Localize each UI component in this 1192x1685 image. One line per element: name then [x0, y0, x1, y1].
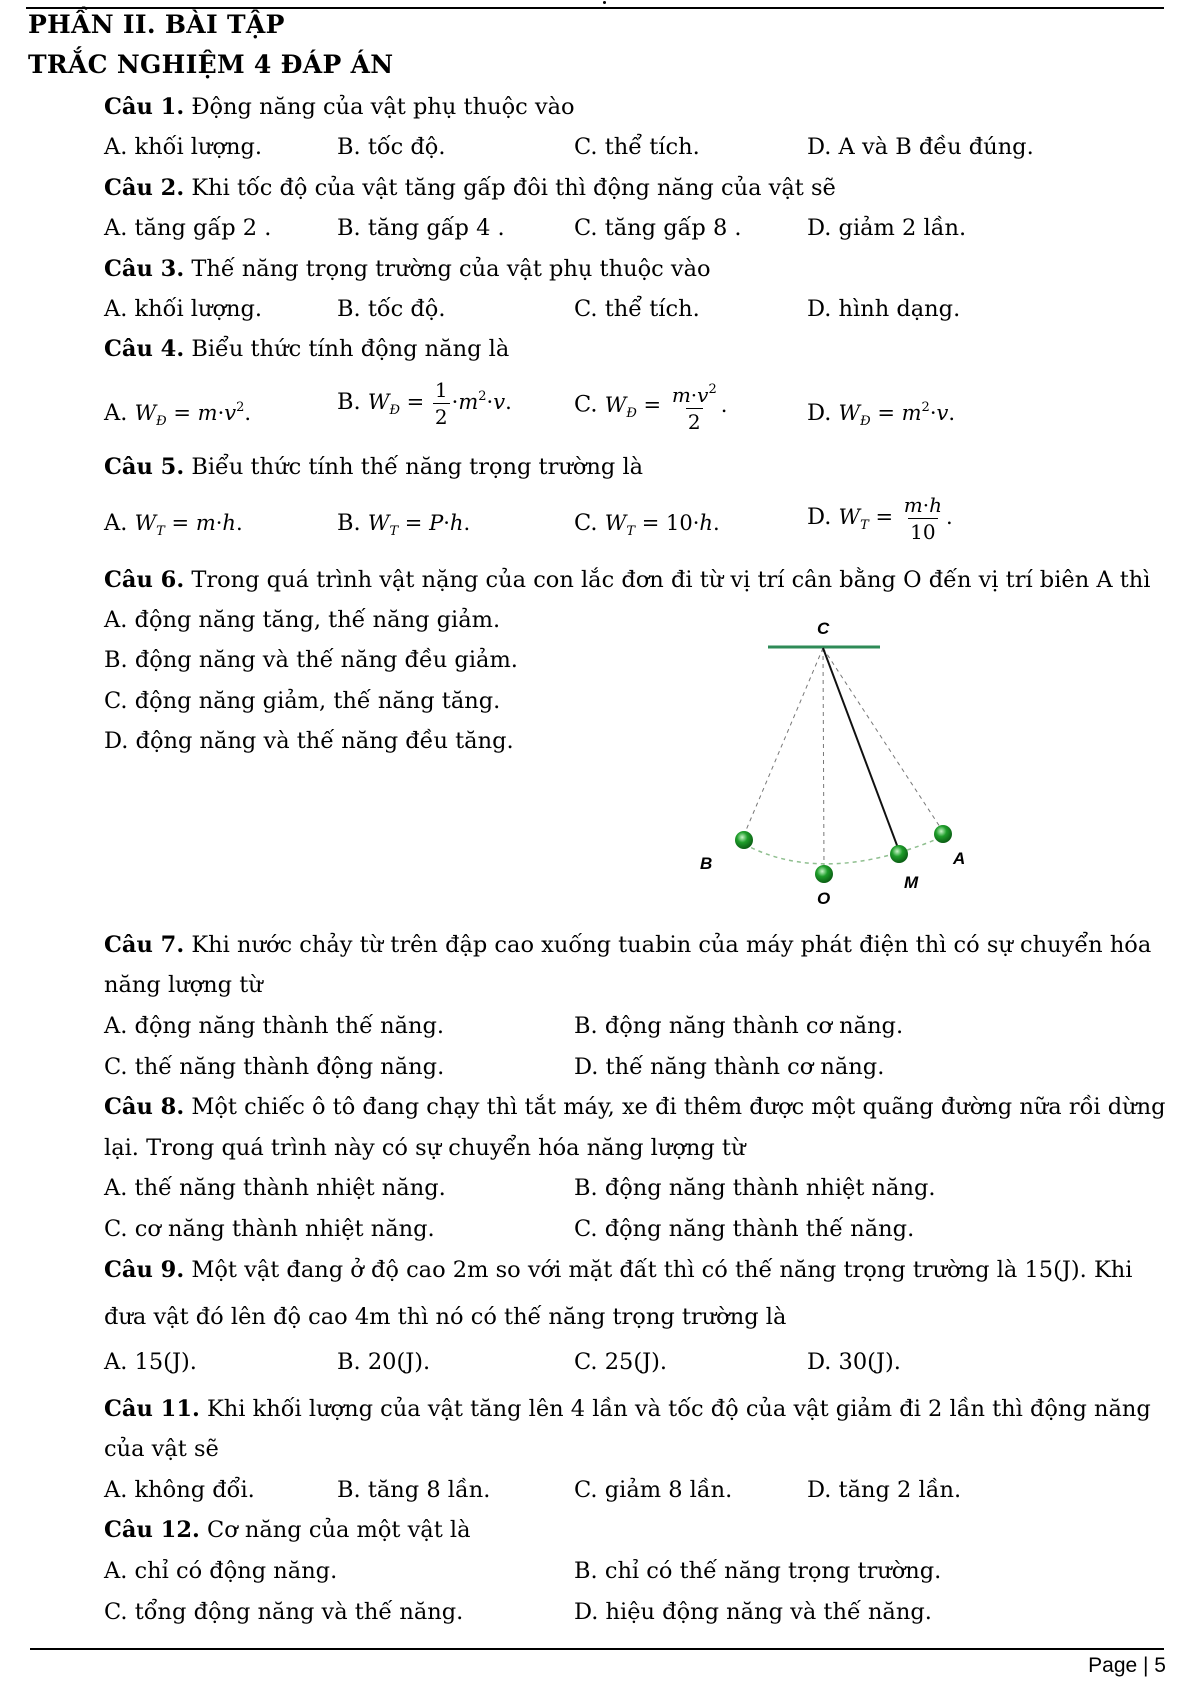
q6-option-d[interactable]: D. động năng và thế năng đều tăng.: [104, 728, 514, 754]
q11-option-a[interactable]: A. không đổi.: [104, 1477, 255, 1503]
q8-option-c[interactable]: C. cơ năng thành nhiệt năng.: [104, 1216, 435, 1242]
question-11-continued: của vật sẽ: [104, 1436, 219, 1462]
q4-option-b[interactable]: [337, 377, 512, 430]
question-text: Động năng của vật phụ thuộc vào: [184, 94, 575, 120]
subsection-title: TRẮC NGHIỆM 4 ĐÁP ÁN: [28, 50, 394, 79]
question-9-continued: đưa vật đó lên độ cao 4m thì nó có thế năng trọng trường là: [104, 1304, 787, 1330]
swing-arc: [744, 837, 942, 864]
option-letter: C.: [574, 391, 598, 418]
q6-option-c[interactable]: C. động năng giảm, thế năng tăng.: [104, 688, 501, 714]
question-4: [104, 334, 509, 364]
q3-option-d[interactable]: D. hình dạng.: [807, 296, 961, 322]
question-text: Cơ năng của một vật là: [199, 1517, 471, 1543]
formula: $W_T = 10\cdot h$.: [604, 511, 720, 539]
option-letter: D.: [807, 504, 832, 530]
formula: $W_Đ = m\cdot v^2$.: [134, 400, 252, 429]
section-title: PHẦN II. BÀI TẬP: [28, 10, 285, 39]
q5-option-a[interactable]: [104, 508, 243, 547]
question-3: [104, 254, 711, 284]
string-b-dashed: [744, 648, 823, 835]
q12-option-b[interactable]: B. chỉ có thế năng trọng trường.: [574, 1558, 942, 1584]
q7-option-d[interactable]: D. thế năng thành cơ năng.: [574, 1054, 885, 1080]
question-text: Biểu thức tính thế năng trọng trường là: [184, 454, 644, 480]
footer-rule: [30, 1648, 1164, 1650]
question-8-continued: lại. Trong quá trình này có sự chuyển hóa năng lượng từ: [104, 1135, 746, 1161]
q9-option-b[interactable]: B. 20(J).: [337, 1349, 431, 1375]
question-5: [104, 452, 643, 482]
q7-option-c[interactable]: C. thế năng thành động năng.: [104, 1054, 445, 1080]
label-b: B: [700, 854, 713, 873]
question-label: Câu 7.: [104, 932, 185, 958]
q6-option-b[interactable]: B. động năng và thế năng đều giảm.: [104, 647, 518, 673]
q1-option-b[interactable]: B. tốc độ.: [337, 134, 446, 160]
q1-option-a[interactable]: A. khối lượng.: [104, 134, 263, 160]
q7-option-a[interactable]: A. động năng thành thế năng.: [104, 1013, 445, 1039]
ball-b: [735, 831, 753, 849]
q7-option-b[interactable]: B. động năng thành cơ năng.: [574, 1013, 904, 1039]
q12-option-a[interactable]: A. chỉ có động năng.: [104, 1558, 338, 1584]
q12-option-c[interactable]: C. tổng động năng và thế năng.: [104, 1599, 464, 1625]
option-letter: D.: [807, 400, 832, 426]
option-letter: C.: [574, 510, 598, 536]
label-c: C: [817, 619, 830, 638]
q8-option-b[interactable]: B. động năng thành nhiệt năng.: [574, 1175, 936, 1201]
page-number: Page | 5: [1088, 1654, 1166, 1677]
question-8: [104, 1092, 1166, 1122]
top-rule-mark: [603, 1, 606, 4]
q6-option-a[interactable]: A. động năng tăng, thế năng giảm.: [104, 607, 501, 633]
question-label: Câu 4.: [104, 336, 185, 362]
option-letter: A.: [104, 400, 128, 426]
option-letter: A.: [104, 510, 128, 536]
question-12: [104, 1515, 471, 1545]
question-label: Câu 2.: [104, 175, 185, 201]
question-text: Thế năng trọng trường của vật phụ thuộc vào: [184, 256, 711, 282]
label-m: M: [904, 873, 919, 892]
question-label: Câu 8.: [104, 1094, 185, 1120]
q3-option-a[interactable]: A. khối lượng.: [104, 296, 263, 322]
question-label: Câu 1.: [104, 94, 185, 120]
ball-o: [815, 865, 833, 883]
q1-option-d[interactable]: D. A và B đều đúng.: [807, 134, 1034, 160]
option-letter: B.: [337, 389, 361, 415]
formula: $W_Đ$ = $\frac{1}{2}$ $\cdot m^2\cdot v$.: [367, 378, 512, 429]
question-9: [104, 1255, 1132, 1285]
question-text: Khi tốc độ của vật tăng gấp đôi thì động năng của vật sẽ: [184, 175, 836, 201]
ball-a: [934, 825, 952, 843]
label-a: A: [953, 849, 966, 868]
q3-option-b[interactable]: B. tốc độ.: [337, 296, 446, 322]
q8-option-a[interactable]: A. thế năng thành nhiệt năng.: [104, 1175, 446, 1201]
question-text: Khi nước chảy từ trên đập cao xuống tuabin của máy phát điện thì có sự chuyển hóa: [184, 932, 1152, 958]
q12-option-d[interactable]: D. hiệu động năng và thế năng.: [574, 1599, 932, 1625]
label-o: O: [817, 889, 831, 908]
question-label: Câu 11.: [104, 1396, 200, 1422]
question-1: [104, 92, 575, 122]
pendulum-figure: [680, 612, 970, 912]
q9-option-c[interactable]: C. 25(J).: [574, 1349, 668, 1375]
question-11: [104, 1394, 1151, 1424]
q5-option-d[interactable]: [807, 492, 953, 545]
question-text: Khi khối lượng của vật tăng lên 4 lần và tốc độ của vật giảm đi 2 lần thì động năng: [199, 1396, 1151, 1422]
question-label: Câu 12.: [104, 1517, 200, 1543]
q11-option-c[interactable]: C. giảm 8 lần.: [574, 1477, 733, 1503]
question-7: [104, 930, 1151, 960]
q3-option-c[interactable]: C. thể tích.: [574, 296, 700, 322]
question-text: Một chiếc ô tô đang chạy thì tắt máy, xe đi thêm được một quãng đường nữa rồi dừng: [184, 1094, 1166, 1120]
question-2: [104, 173, 836, 203]
q9-option-a[interactable]: A. 15(J).: [104, 1349, 197, 1375]
string-a-dashed: [823, 648, 942, 830]
option-letter: B.: [337, 510, 361, 536]
q9-option-d[interactable]: D. 30(J).: [807, 1349, 901, 1375]
q5-option-b[interactable]: [337, 508, 470, 547]
q4-option-d[interactable]: [807, 393, 955, 437]
question-text: Biểu thức tính động năng là: [184, 336, 510, 362]
q8-option-d[interactable]: C. động năng thành thế năng.: [574, 1216, 915, 1242]
top-rule: [26, 7, 1164, 9]
question-text: Một vật đang ở độ cao 2m so với mặt đất thì có thế năng trọng trường là 15(J). Khi: [184, 1257, 1133, 1283]
question-label: Câu 5.: [104, 454, 185, 480]
q11-option-b[interactable]: B. tăng 8 lần.: [337, 1477, 491, 1503]
string-o-dashed: [823, 648, 824, 869]
formula: $W_Đ$ = $\frac{m\cdot v^2}{2}$ .: [604, 382, 728, 434]
question-text: Trong quá trình vật nặng của con lắc đơn đi từ vị trí cân bằng O đến vị trí biên A thì: [184, 567, 1151, 593]
string-m: [823, 648, 898, 848]
question-label: Câu 6.: [104, 567, 185, 593]
formula: $W_T$ = $\frac{m\cdot h}{10}$ .: [838, 493, 953, 544]
formula: $W_Đ = m^2\cdot v$.: [838, 400, 956, 429]
q4-option-c[interactable]: [574, 377, 727, 435]
q4-option-a[interactable]: [104, 393, 251, 437]
question-6: [104, 565, 1151, 595]
q11-option-d[interactable]: D. tăng 2 lần.: [807, 1477, 962, 1503]
q2-option-d[interactable]: D. giảm 2 lần.: [807, 215, 967, 241]
formula: $W_T = m\cdot h$.: [134, 511, 243, 539]
q2-option-c[interactable]: C. tăng gấp 8 .: [574, 215, 742, 241]
q2-option-b[interactable]: B. tăng gấp 4 .: [337, 215, 505, 241]
formula: $W_T = P\cdot h$.: [367, 511, 471, 539]
q1-option-c[interactable]: C. thể tích.: [574, 134, 700, 160]
ball-m: [890, 845, 908, 863]
q2-option-a[interactable]: A. tăng gấp 2 .: [104, 215, 272, 241]
question-7-continued: năng lượng từ: [104, 972, 263, 998]
question-label: Câu 9.: [104, 1257, 185, 1283]
question-label: Câu 3.: [104, 256, 185, 282]
q5-option-c[interactable]: [574, 508, 720, 547]
